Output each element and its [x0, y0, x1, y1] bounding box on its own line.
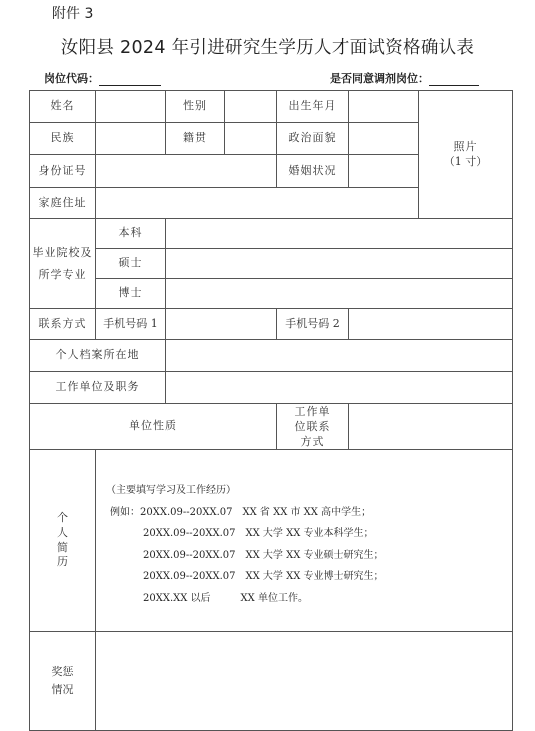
name-label: 姓名 [30, 91, 96, 123]
work-unit-label: 工作单位及职务 [30, 372, 166, 404]
resume-line: 例如：20XX.09--20XX.07 XX 省 XX 市 XX 高中学生； [110, 506, 372, 518]
unit-nature-label: 单位性质 [30, 404, 277, 450]
resume-example [30, 480, 535, 609]
gender-input[interactable] [225, 91, 277, 123]
resume-note: （主要填写学习及工作经历） [106, 485, 236, 496]
name-input[interactable] [96, 91, 166, 123]
id-number-input[interactable] [96, 155, 277, 188]
resume-line: 20XX.09--20XX.07 XX 大学 XX 专业硕士研究生； [143, 549, 384, 561]
photo-label: 照片 [453, 139, 478, 153]
adjust-blank[interactable] [429, 73, 479, 86]
political-input[interactable] [349, 123, 419, 155]
photo-size: （1 寸） [443, 154, 488, 168]
position-code-label: 岗位代码： [44, 72, 99, 85]
address-label: 家庭住址 [30, 188, 96, 219]
attachment-label: 附件 3 [52, 6, 94, 22]
marital-label: 婚姻状况 [277, 155, 349, 188]
address-input[interactable] [96, 188, 419, 219]
form-title: 汝阳县 2024 年引进研究生学历人才面试资格确认表 [60, 38, 475, 58]
phone1-label: 手机号码 1 [96, 309, 166, 340]
resume-line: 20XX.09--20XX.07 XX 大学 XX 专业本科学生； [143, 528, 374, 539]
archive-label: 个人档案所在地 [30, 340, 166, 372]
doctor-label: 博士 [96, 279, 166, 309]
phone1-input[interactable] [166, 309, 277, 340]
master-label: 硕士 [96, 249, 166, 279]
marital-input[interactable] [349, 155, 419, 188]
bachelor-input[interactable] [166, 219, 513, 249]
unit-contact-label: 工作单位联系方式 [277, 404, 349, 450]
photo-cell[interactable] [419, 91, 513, 219]
awards-input[interactable] [96, 632, 513, 731]
gender-label: 性别 [166, 91, 225, 123]
master-input[interactable] [166, 249, 513, 279]
native-place-label: 籍贯 [166, 123, 225, 155]
birth-label: 出生年月 [277, 91, 349, 123]
adjust-field[interactable] [330, 70, 479, 86]
birth-input[interactable] [349, 91, 419, 123]
resume-label: 个人简历 [30, 450, 96, 632]
resume-line: 20XX.09--20XX.07 XX 大学 XX 专业博士研究生； [143, 571, 384, 582]
ethnicity-input[interactable] [96, 123, 166, 155]
contact-label: 联系方式 [30, 309, 96, 340]
political-label: 政治面貌 [277, 123, 349, 155]
awards-label: 奖惩情况 [30, 632, 96, 731]
phone2-input[interactable] [349, 309, 513, 340]
adjust-label: 是否同意调剂岗位： [330, 72, 429, 85]
position-code-field[interactable] [44, 70, 161, 86]
work-unit-input[interactable] [166, 372, 513, 404]
resume-line: 20XX.XX 以后 XX 单位工作。 [143, 592, 308, 604]
school-major-label: 毕业院校及所学专业 [30, 219, 96, 309]
unit-contact-input[interactable] [349, 404, 513, 450]
qualification-table [29, 90, 513, 731]
archive-input[interactable] [166, 340, 513, 372]
ethnicity-label: 民族 [30, 123, 96, 155]
phone2-label: 手机号码 2 [277, 309, 349, 340]
doctor-input[interactable] [166, 279, 513, 309]
id-number-label: 身份证号 [30, 155, 96, 188]
position-code-blank[interactable] [99, 73, 161, 86]
resume-input[interactable] [96, 450, 513, 632]
bachelor-label: 本科 [96, 219, 166, 249]
native-place-input[interactable] [225, 123, 277, 155]
